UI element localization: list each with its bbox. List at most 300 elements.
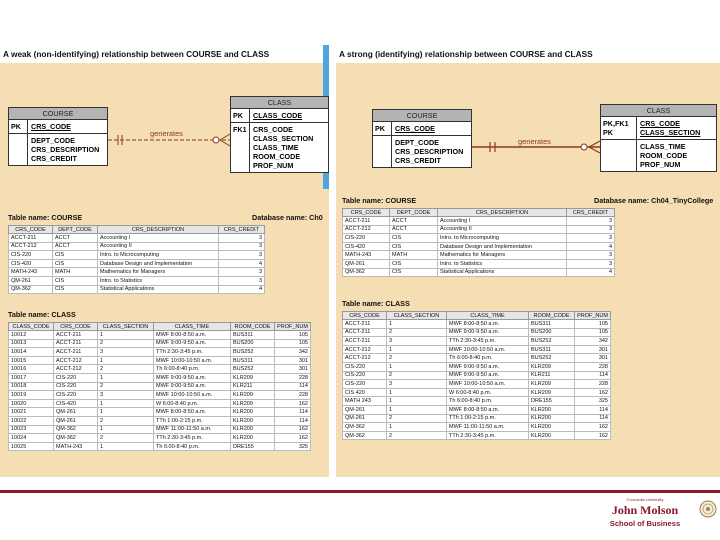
table-row [9, 365, 311, 374]
table-cell: CIS [53, 276, 98, 285]
table-cell: 228 [275, 373, 311, 382]
table-cell: KLR200 [529, 414, 575, 423]
course-pk-attr: CRS_CODE [31, 122, 71, 131]
table-cell: DRE155 [529, 397, 575, 406]
table-row [9, 416, 311, 425]
column-header: CRS_CODE [9, 226, 53, 234]
table-cell: 2 [98, 434, 154, 443]
table-cell: 162 [575, 423, 611, 432]
table-cell: 162 [275, 399, 311, 408]
table-cell: 342 [575, 337, 611, 346]
right-relationship-label: generates [518, 137, 551, 146]
table-cell: 3 [219, 251, 265, 260]
table-cell: Intro. to Microcomputing [438, 234, 567, 243]
table-cell: BUS311 [231, 356, 275, 365]
table-cell: CIS-420 [54, 399, 98, 408]
table-cell: MWF 9:00-9:50 a.m. [154, 339, 231, 348]
class-entity [600, 104, 717, 172]
table-cell: CIS-220 [343, 234, 390, 243]
table-cell: KLR209 [529, 388, 575, 397]
table-cell: 3 [567, 234, 615, 243]
table-cell: 10017 [9, 373, 54, 382]
course-attr: DEPT_CODE [31, 136, 75, 145]
table-cell: MWF 11:00-11:50 a.m. [154, 425, 231, 434]
table-cell: ACCT-211 [343, 328, 387, 337]
table-row [343, 217, 615, 226]
table-cell: CIS-220 [343, 371, 387, 380]
table-row [343, 380, 611, 389]
table-cell: 105 [575, 320, 611, 329]
table-row [343, 320, 611, 329]
table-cell: 3 [567, 251, 615, 260]
table-cell: 2 [98, 382, 154, 391]
right-database-name: Database name: Ch04_TinyCollege [594, 196, 714, 205]
table-row [343, 397, 611, 406]
table-cell: 4 [567, 268, 615, 277]
table-cell: 2 [98, 416, 154, 425]
table-cell: 3 [567, 225, 615, 234]
table-cell: MWF 9:00-9:50 a.m. [447, 328, 529, 337]
class-pk-key: PK [231, 109, 250, 122]
table-cell: 2 [387, 354, 447, 363]
table-cell: W 6:00-8:40 p.m. [447, 388, 529, 397]
table-cell: 3 [219, 268, 265, 277]
table-cell: 10024 [9, 434, 54, 443]
table-cell: Intro. to Microcomputing [98, 251, 219, 260]
table-cell: 1 [387, 362, 447, 371]
john-molson-logo [598, 497, 692, 533]
table-cell: 301 [575, 345, 611, 354]
column-header: CLASS_TIME [154, 323, 231, 331]
table-cell: QM-261 [9, 276, 53, 285]
table-cell: BUS252 [529, 354, 575, 363]
table-cell: ACCT-211 [343, 217, 390, 226]
table-row [343, 388, 611, 397]
table-row [343, 259, 615, 268]
table-cell: 228 [575, 380, 611, 389]
table-cell: 10021 [9, 408, 54, 417]
table-cell: 2 [387, 414, 447, 423]
table-row [343, 345, 611, 354]
table-cell: BUS311 [529, 345, 575, 354]
class-attr: ROOM_CODE [253, 152, 301, 161]
left-class-table-name: Table name: CLASS [8, 310, 76, 319]
class-attr: PROF_NUM [640, 160, 681, 169]
table-cell: 3 [219, 242, 265, 251]
right-course-table [342, 208, 615, 277]
course-entity-header: COURSE [373, 110, 471, 122]
table-row [343, 328, 611, 337]
table-cell: QM-362 [9, 285, 53, 294]
table-cell: ACCT-212 [343, 225, 390, 234]
table-cell: QM-362 [54, 425, 98, 434]
table-cell: 114 [275, 382, 311, 391]
table-cell: 1 [98, 399, 154, 408]
table-cell: 228 [575, 362, 611, 371]
table-row [343, 431, 611, 440]
table-cell: Mathematics for Managers [98, 268, 219, 277]
right-class-table-name: Table name: CLASS [342, 299, 410, 308]
column-header: CLASS_SECTION [387, 312, 447, 320]
table-cell: Accounting I [98, 234, 219, 243]
course-attr: DEPT_CODE [395, 138, 439, 147]
table-cell: CIS [53, 259, 98, 268]
table-cell: CIS-220 [54, 382, 98, 391]
left-relationship-label: generates [150, 129, 183, 138]
table-cell: Accounting II [438, 225, 567, 234]
table-cell: KLR200 [231, 425, 275, 434]
table-cell: 301 [275, 365, 311, 374]
right-panel-title: A strong (identifying) relationship between COURSE and CLASS [336, 45, 720, 63]
table-cell: Database Design and Implementation [98, 259, 219, 268]
table-cell: DRE155 [231, 442, 275, 451]
table-cell: ACCT [390, 217, 438, 226]
table-cell: TTh 1:00-2:15 p.m. [447, 414, 529, 423]
table-cell: 325 [575, 397, 611, 406]
course-attr: CRS_CREDIT [395, 156, 441, 165]
table-cell: 1 [98, 425, 154, 434]
table-cell: CIS [53, 251, 98, 260]
table-row [9, 251, 265, 260]
table-cell: QM-362 [343, 431, 387, 440]
table-cell: ACCT-212 [343, 345, 387, 354]
course-pk-key: PK [9, 120, 28, 133]
course-attr: CRS_CREDIT [31, 154, 77, 163]
column-header: CRS_CODE [343, 209, 390, 217]
table-cell: MWF 11:00-11:50 a.m. [447, 423, 529, 432]
table-row [9, 276, 265, 285]
table-cell: 114 [575, 414, 611, 423]
table-cell: ACCT-211 [54, 331, 98, 340]
table-cell: TTh 2:30-3:45 p.m. [154, 348, 231, 357]
table-cell: KLR200 [231, 434, 275, 443]
table-cell: 4 [567, 242, 615, 251]
class-pk-attr: CLASS_CODE [253, 111, 303, 120]
table-cell: 10022 [9, 416, 54, 425]
table-cell: 1 [98, 408, 154, 417]
table-cell: W 6:00-8:40 p.m. [154, 399, 231, 408]
table-cell: ACCT-212 [54, 365, 98, 374]
table-cell: Database Design and Implementation [438, 242, 567, 251]
table-cell: 162 [275, 434, 311, 443]
table-cell: MWF 8:00-8:50 a.m. [447, 405, 529, 414]
table-cell: BUS311 [231, 331, 275, 340]
table-row [343, 362, 611, 371]
table-cell: KLR209 [231, 391, 275, 400]
table-cell: MWF 10:00-10:50 a.m. [154, 391, 231, 400]
left-database-name: Database name: Ch0 [252, 213, 323, 222]
table-cell: BUS311 [529, 320, 575, 329]
table-cell: 114 [275, 408, 311, 417]
table-row [9, 408, 311, 417]
table-cell: ACCT [53, 234, 98, 243]
table-cell: QM-261 [343, 259, 390, 268]
table-cell: 162 [275, 425, 311, 434]
table-row [9, 356, 311, 365]
table-cell: 105 [275, 331, 311, 340]
table-cell: 3 [387, 337, 447, 346]
table-cell: TTh 1:00-2:15 p.m. [154, 416, 231, 425]
table-cell: 1 [387, 320, 447, 329]
table-cell: TTh 2:30-3:45 p.m. [154, 434, 231, 443]
table-cell: CIS [390, 242, 438, 251]
table-cell: KLR200 [529, 423, 575, 432]
class-entity [230, 96, 329, 173]
table-row [343, 337, 611, 346]
right-class-table [342, 311, 611, 440]
table-cell: QM-261 [343, 414, 387, 423]
table-cell: MWF 8:00-8:50 a.m. [154, 331, 231, 340]
table-cell: 1 [387, 345, 447, 354]
table-cell: BUS252 [231, 365, 275, 374]
table-cell: QM-261 [54, 416, 98, 425]
table-row [9, 268, 265, 277]
weak-relationship-panel [0, 45, 329, 477]
logo-name: John Molson [611, 503, 679, 517]
course-attr: CRS_DESCRIPTION [395, 147, 464, 156]
table-cell: KLR200 [231, 408, 275, 417]
column-header: CRS_CODE [54, 323, 98, 331]
table-cell: 114 [275, 416, 311, 425]
table-cell: CIS-220 [343, 362, 387, 371]
table-cell: Statistical Applications [98, 285, 219, 294]
table-cell: 301 [275, 356, 311, 365]
table-cell: ACCT [390, 225, 438, 234]
table-row [9, 382, 311, 391]
table-cell: ACCT-211 [54, 339, 98, 348]
table-cell: KLR209 [231, 399, 275, 408]
class-pk-attr: CRS_CODE [640, 119, 680, 128]
table-cell: MWF 9:00-9:50 a.m. [154, 382, 231, 391]
class-attr: CLASS_TIME [253, 143, 299, 152]
table-cell: 10019 [9, 391, 54, 400]
column-header: CLASS_TIME [447, 312, 529, 320]
table-row [9, 373, 311, 382]
table-cell: 1 [387, 405, 447, 414]
column-header: PROF_NUM [275, 323, 311, 331]
table-cell: 2 [387, 431, 447, 440]
table-cell: 2 [387, 371, 447, 380]
table-cell: KLR200 [529, 431, 575, 440]
table-cell: QM-362 [343, 268, 390, 277]
table-cell: MATH-243 [9, 268, 53, 277]
table-row [343, 354, 611, 363]
table-cell: 1 [98, 373, 154, 382]
table-cell: CIS [390, 259, 438, 268]
university-seal-icon [699, 500, 717, 518]
table-cell: Th 6:00-8:40 p.m. [154, 365, 231, 374]
column-header: CLASS_CODE [9, 323, 54, 331]
column-header: CLASS_SECTION [98, 323, 154, 331]
table-cell: 3 [567, 217, 615, 226]
table-cell: MWF 10:00-10:50 a.m. [447, 380, 529, 389]
table-cell: ACCT-211 [54, 348, 98, 357]
table-cell: 1 [387, 423, 447, 432]
table-cell: 3 [219, 234, 265, 243]
table-cell: 3 [567, 259, 615, 268]
table-cell: MATH [390, 251, 438, 260]
table-cell: MWF 8:00-8:50 a.m. [154, 408, 231, 417]
left-class-table [8, 322, 311, 451]
table-cell: MATH 243 [343, 397, 387, 406]
table-cell: MWF 10:00-10:50 a.m. [447, 345, 529, 354]
course-attr: CRS_DESCRIPTION [31, 145, 100, 154]
column-header: ROOM_CODE [231, 323, 275, 331]
table-cell: TTh 2:30-3:45 p.m. [447, 431, 529, 440]
table-cell: 4 [219, 259, 265, 268]
course-entity [372, 109, 472, 168]
table-cell: 10025 [9, 442, 54, 451]
table-cell: MWF 9:00-9:50 a.m. [154, 373, 231, 382]
table-cell: 2 [98, 339, 154, 348]
table-cell: Th 6:00-8:40 p.m. [447, 354, 529, 363]
table-cell: MWF 9:00-9:50 a.m. [447, 371, 529, 380]
column-header: DEPT_CODE [53, 226, 98, 234]
table-cell: 3 [98, 391, 154, 400]
table-cell: 10014 [9, 348, 54, 357]
table-cell: 162 [575, 431, 611, 440]
table-cell: Intro. to Statistics [438, 259, 567, 268]
table-cell: KLR209 [231, 373, 275, 382]
table-cell: ACCT-211 [343, 337, 387, 346]
table-cell: 114 [575, 405, 611, 414]
left-course-table-name: Table name: COURSE [8, 213, 83, 222]
class-entity-header: CLASS [601, 105, 716, 117]
table-cell: ACCT [53, 242, 98, 251]
right-course-table-name: Table name: COURSE [342, 196, 417, 205]
table-cell: Accounting II [98, 242, 219, 251]
class-attr: PROF_NUM [253, 161, 294, 170]
table-cell: CIS [53, 285, 98, 294]
table-row [9, 442, 311, 451]
table-cell: 1 [98, 356, 154, 365]
table-cell: 10018 [9, 382, 54, 391]
table-cell: 10013 [9, 339, 54, 348]
table-cell: KLR200 [529, 405, 575, 414]
table-cell: MATH-243 [54, 442, 98, 451]
table-cell: Th 6:00-8:40 p.m. [154, 442, 231, 451]
table-cell: CIS-220 [9, 251, 53, 260]
class-fk-key: FK1 [231, 123, 250, 172]
table-row [343, 371, 611, 380]
table-cell: Accounting I [438, 217, 567, 226]
table-row [9, 348, 311, 357]
left-course-table [8, 225, 265, 294]
table-cell: QM-362 [343, 423, 387, 432]
table-row [9, 331, 311, 340]
table-row [9, 259, 265, 268]
left-panel-title: A weak (non-identifying) relationship between COURSE and CLASS [0, 45, 329, 63]
table-cell: ACCT-211 [343, 320, 387, 329]
table-cell: ACCT-212 [343, 354, 387, 363]
table-row [9, 242, 265, 251]
table-cell: BUS200 [529, 328, 575, 337]
table-cell: MATH-243 [343, 251, 390, 260]
table-row [9, 391, 311, 400]
table-cell: 1 [387, 388, 447, 397]
table-row [343, 242, 615, 251]
table-cell: 10012 [9, 331, 54, 340]
table-row [9, 285, 265, 294]
table-cell: 1 [387, 397, 447, 406]
table-cell: Mathematics for Managers [438, 251, 567, 260]
footer-divider [0, 490, 720, 493]
table-cell: 325 [275, 442, 311, 451]
table-row [9, 399, 311, 408]
table-cell: KLR211 [529, 371, 575, 380]
table-cell: 1 [98, 331, 154, 340]
table-cell: 10020 [9, 399, 54, 408]
column-header: PROF_NUM [575, 312, 611, 320]
table-cell: 105 [275, 339, 311, 348]
table-cell: MWF 9:00-9:50 a.m. [447, 362, 529, 371]
course-entity-header: COURSE [9, 108, 107, 120]
table-cell: 228 [275, 391, 311, 400]
table-cell: 1 [98, 442, 154, 451]
table-row [343, 405, 611, 414]
table-cell: CIS-220 [54, 373, 98, 382]
table-cell: BUS200 [231, 339, 275, 348]
table-row [343, 234, 615, 243]
table-cell: CIS-420 [9, 259, 53, 268]
table-cell: 2 [387, 328, 447, 337]
table-row [343, 225, 615, 234]
class-attr: CLASS_SECTION [253, 134, 314, 143]
table-cell: 3 [98, 348, 154, 357]
table-cell: CIS 420 [343, 388, 387, 397]
column-header: CRS_DESCRIPTION [438, 209, 567, 217]
table-cell: Intro. to Statistics [98, 276, 219, 285]
table-cell: 10015 [9, 356, 54, 365]
table-row [343, 268, 615, 277]
course-pk-attr: CRS_CODE [395, 124, 435, 133]
table-row [343, 414, 611, 423]
table-cell: BUS252 [231, 348, 275, 357]
table-cell: KLR209 [529, 380, 575, 389]
table-cell: CIS-220 [54, 391, 98, 400]
table-cell: 10016 [9, 365, 54, 374]
table-cell: ACCT-212 [54, 356, 98, 365]
table-cell: Statistical Applications [438, 268, 567, 277]
table-cell: 3 [387, 380, 447, 389]
class-pk-attr: CLASS_SECTION [640, 128, 701, 137]
table-cell: 10023 [9, 425, 54, 434]
table-cell: CIS-420 [343, 242, 390, 251]
course-pk-key: PK [373, 122, 392, 135]
logo-university: Concordia University [626, 497, 664, 502]
table-cell: MWF 8:00-8:50 a.m. [447, 320, 529, 329]
table-cell: MWF 10:00-10:50 a.m. [154, 356, 231, 365]
table-cell: 2 [98, 365, 154, 374]
table-cell: 301 [575, 354, 611, 363]
column-header: CRS_DESCRIPTION [98, 226, 219, 234]
logo-school: School of Business [609, 519, 681, 528]
table-cell: KLR200 [231, 416, 275, 425]
table-cell: KLR211 [231, 382, 275, 391]
table-cell: QM-261 [54, 408, 98, 417]
table-cell: 4 [219, 285, 265, 294]
table-cell: 162 [575, 388, 611, 397]
column-header: CRS_CREDIT [219, 226, 265, 234]
class-attr: ROOM_CODE [640, 151, 688, 160]
table-row [9, 434, 311, 443]
table-cell: QM-362 [54, 434, 98, 443]
class-pk-keys: PK,FK1 PK [601, 117, 637, 139]
table-row [9, 339, 311, 348]
table-cell: CIS [390, 234, 438, 243]
table-row [9, 234, 265, 243]
table-cell: 114 [575, 371, 611, 380]
